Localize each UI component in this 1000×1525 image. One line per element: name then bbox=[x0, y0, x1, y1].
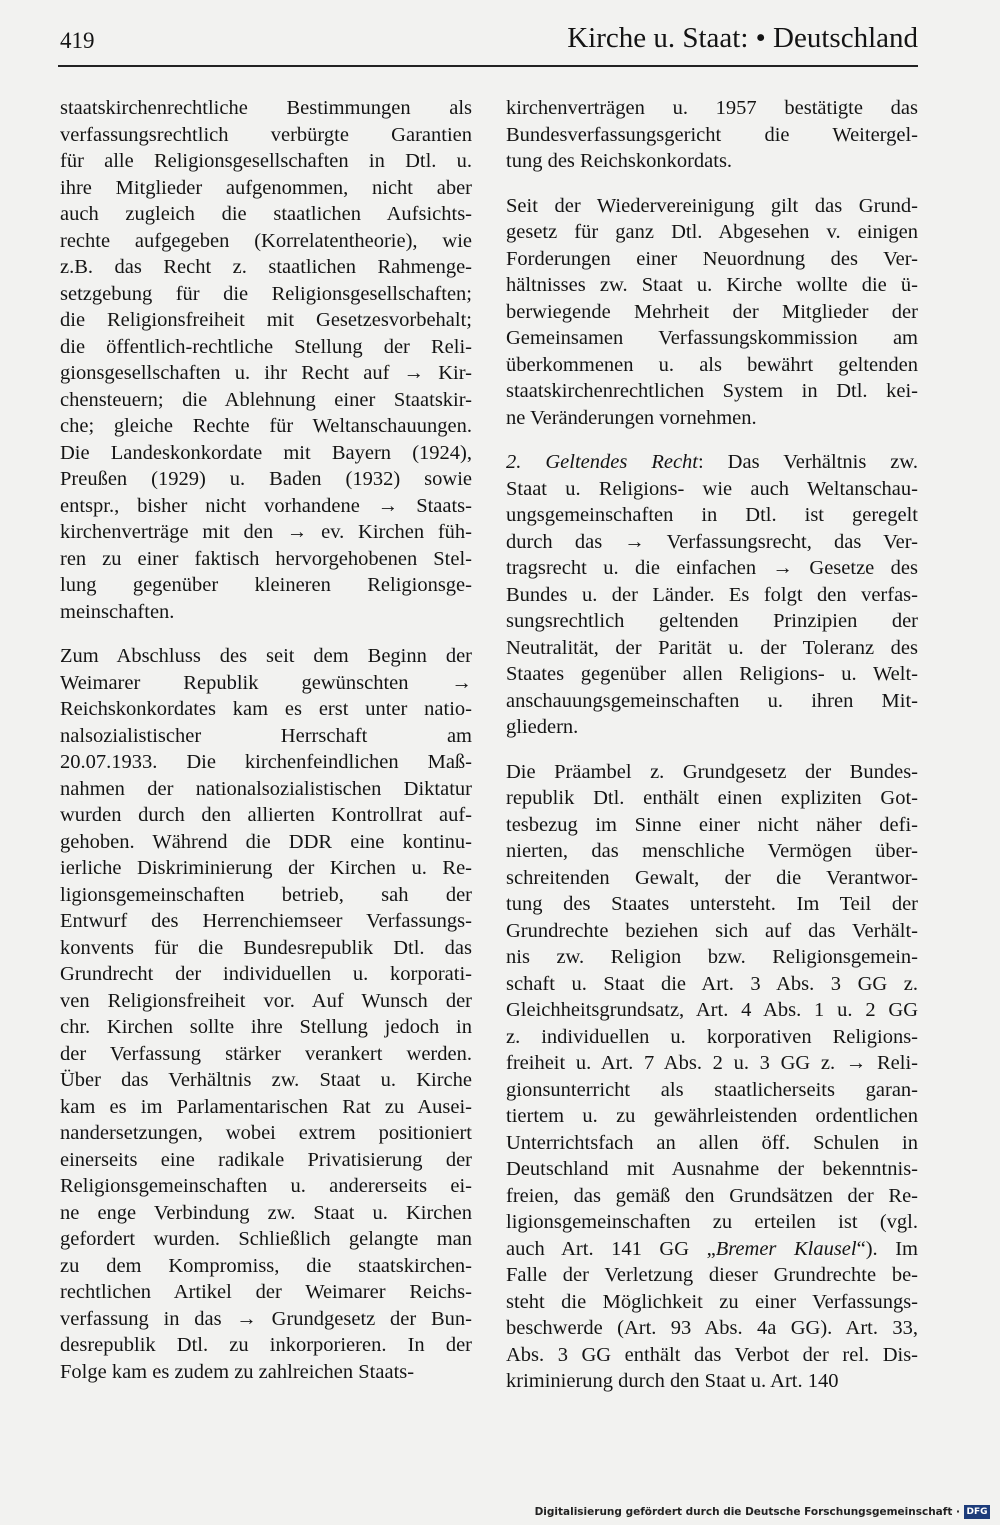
text-line: verfassung in das → Grundgesetz der Bun- bbox=[60, 1307, 472, 1330]
text-line: nahmen der nationalsozialistischen Diktatur bbox=[60, 777, 472, 800]
text-line: Die Landeskonkordate mit Bayern (1924), bbox=[60, 441, 472, 464]
text-line: wurden durch den allierten Kontrollrat auf- bbox=[60, 804, 472, 826]
text-line: ungsgemeinschaften in Dtl. ist geregelt bbox=[506, 504, 918, 526]
bremer-klausel: Bremer Klausel bbox=[715, 1237, 857, 1260]
text-line: rechtlichen Artikel der Weimarer Reichs- bbox=[60, 1281, 472, 1303]
text-line: staatskirchenrechtliche Bestimmungen als bbox=[60, 97, 472, 119]
line-group bbox=[506, 759, 918, 1236]
text-line: berwiegende Mehrheit der Mitglieder der bbox=[506, 300, 918, 323]
page-header bbox=[60, 22, 918, 64]
text-line: beschwerde (Art. 93 Abs. 4a GG). Art. 33, bbox=[506, 1317, 918, 1339]
text-line: tung des Reichskonkordats. bbox=[506, 150, 733, 172]
text-line: Bundesverfassungsgericht die Weitergel- bbox=[506, 123, 918, 146]
text-line: ligionsgemeinschaften zu erteilen ist (vgl. bbox=[506, 1211, 918, 1233]
header-rule bbox=[58, 65, 918, 67]
footer bbox=[535, 1503, 990, 1521]
text-line: ne Veränderungen vornehmen. bbox=[506, 406, 757, 429]
text-line: meinschaften. bbox=[60, 600, 175, 623]
text-line: ierliche Diskriminierung der Kirchen u. Re- bbox=[60, 857, 472, 879]
text-line: Seit der Wiedervereinigung gilt das Grund- bbox=[506, 194, 918, 217]
text-line: der Verfassung stärker verankert werden. bbox=[60, 1042, 472, 1065]
text-line: verfassungsrechtlich verbürgte Garantien bbox=[60, 123, 472, 146]
text-line: Gleichheitsgrundsatz, Art. 4 Abs. 1 u. 2 GG bbox=[506, 999, 918, 1021]
text-line: tiertem u. zu gewährleistenden ordentlichen bbox=[506, 1105, 918, 1127]
text-line: 20.07.1933. Die kirchenfeindlichen Maß- bbox=[60, 751, 472, 773]
text-line: sungsrechtlich geltenden Prinzipien der bbox=[506, 610, 918, 632]
text-line: gehoben. Während die DDR eine kontinu- bbox=[60, 830, 472, 853]
text-line: tung des Staates untersteht. Im Teil der bbox=[506, 893, 918, 915]
text-line: desrepublik Dtl. zu inkorporieren. In der bbox=[60, 1334, 472, 1356]
text-line: die Religionsfreiheit mit Gesetzesvorbehalt; bbox=[60, 309, 472, 331]
text-line: tesbezug im Sinne einer nicht näher defi- bbox=[506, 813, 918, 836]
text-run: “). Im bbox=[856, 1237, 918, 1260]
paragraph bbox=[506, 193, 918, 432]
line-group bbox=[506, 1262, 918, 1395]
text-run: auch Art. 141 GG „ bbox=[506, 1237, 716, 1260]
text-line: schaft u. Staat die Art. 3 Abs. 3 GG z. bbox=[506, 972, 918, 995]
dfg-logo: DFG bbox=[964, 1505, 990, 1519]
text-run: : Das Verhältnis zw. bbox=[698, 451, 918, 473]
text-line: Entwurf des Herrenchiemseer Verfassungs- bbox=[60, 910, 472, 932]
text-line: gliedern. bbox=[506, 716, 579, 738]
paragraph-praeambel bbox=[506, 759, 918, 1395]
text-line: gefordert wurden. Schließlich gelangte man bbox=[60, 1228, 472, 1250]
footer-credit: Digitalisierung gefördert durch die Deutsche Forschungsgemeinschaft · bbox=[534, 1506, 960, 1518]
text-line: Zum Abschluss des seit dem Beginn der bbox=[60, 645, 472, 667]
text-line: Über das Verhältnis zw. Staat u. Kirche bbox=[60, 1069, 472, 1091]
page-number: 419 bbox=[60, 28, 95, 53]
text-line: ihre Mitglieder aufgenommen, nicht aber bbox=[60, 176, 472, 199]
text-line: setzgebung für die Religionsgesellschaften; bbox=[60, 282, 472, 305]
text-line: kam es im Parlamentarischen Rat zu Ausei- bbox=[60, 1095, 472, 1118]
text-line: einerseits eine radikale Privatisierung der bbox=[60, 1148, 472, 1171]
text-line: Staat u. Religions- wie auch Weltanschau- bbox=[506, 477, 918, 500]
text-line: kirchenverträgen u. 1957 bestätigte das bbox=[506, 97, 918, 119]
text-line: durch das → Verfassungsrecht, das Ver- bbox=[506, 530, 918, 553]
text-line: ren zu einer faktisch hervorgehobenen Stel- bbox=[60, 547, 472, 570]
line-group bbox=[506, 476, 918, 741]
paragraph bbox=[60, 95, 472, 625]
text-line: Die Präambel z. Grundgesetz der Bundes- bbox=[506, 760, 918, 783]
paragraph bbox=[60, 643, 472, 1385]
text-line: nalsozialistischer Herrschaft am bbox=[60, 724, 472, 747]
text-line: Staates gegenüber allen Religions- u. Welt- bbox=[506, 663, 918, 685]
text-line: Forderungen einer Neuordnung des Ver- bbox=[506, 247, 918, 270]
text-line bbox=[506, 449, 918, 476]
text-line: z. individuellen u. korporativen Religions- bbox=[506, 1025, 918, 1048]
text-line: Deutschland mit Ausnahme der bekenntnis- bbox=[506, 1158, 918, 1180]
text-line: zu dem Kompromiss, die staatskirchen- bbox=[60, 1254, 472, 1277]
text-line: chr. Kirchen sollte ihre Stellung jedoch in bbox=[60, 1016, 472, 1038]
text-line: überkommenen u. als bewährt geltenden bbox=[506, 353, 918, 376]
text-line: ligionsgemeinschaften betrieb, sah der bbox=[60, 883, 472, 906]
left-column bbox=[60, 95, 472, 1403]
text-line: Gemeinsamen Verfassungskommission am bbox=[506, 327, 918, 349]
text-line: Preußen (1929) u. Baden (1932) sowie bbox=[60, 468, 472, 490]
text-line: nis zw. Religion bzw. Religionsgemein- bbox=[506, 946, 918, 968]
text-line: Reichskonkordates kam es erst unter natio- bbox=[60, 698, 472, 720]
text-line: hältnisses zw. Staat u. Kirche wollte die ü- bbox=[506, 274, 918, 296]
text-line: kriminierung durch den Staat u. Art. 140 bbox=[506, 1370, 839, 1392]
text-line: gionsunterricht als staatlicherseits garan- bbox=[506, 1078, 918, 1101]
text-line: nandersetzungen, wobei extrem positioniert bbox=[60, 1122, 472, 1144]
text-line: steht die Möglichkeit zu einer Verfassungs- bbox=[506, 1290, 918, 1313]
text-line: rechte aufgegeben (Korrelatentheorie), wie bbox=[60, 229, 472, 252]
text-line: freien, das gemäß den Grundsätzen der Re- bbox=[506, 1184, 918, 1207]
text-line: chensteuern; die Ablehnung einer Staatskir- bbox=[60, 388, 472, 411]
text-line: für alle Religionsgesellschaften in Dtl. u. bbox=[60, 150, 472, 172]
text-line: ne enge Verbindung zw. Staat u. Kirchen bbox=[60, 1201, 472, 1224]
text-line: Folge kam es zudem zu zahlreichen Staats- bbox=[60, 1360, 415, 1383]
text-line: Weimarer Republik gewünschten → bbox=[60, 671, 472, 694]
text-line: gionsgesellschaften u. ihr Recht auf → Kir- bbox=[60, 362, 472, 384]
section-heading: 2. Geltendes Recht bbox=[506, 451, 698, 473]
text-line: die öffentlich-rechtliche Stellung der Reli- bbox=[60, 335, 472, 358]
text-line: Falle der Verletzung dieser Grundrechte be- bbox=[506, 1264, 918, 1286]
text-line: che; gleiche Rechte für Weltanschauungen. bbox=[60, 415, 472, 437]
text-line: Grundrechte beziehen sich auf das Verhält- bbox=[506, 919, 918, 942]
text-line: nierten, das menschliche Vermögen über- bbox=[506, 840, 918, 862]
right-column bbox=[506, 95, 918, 1413]
text-line: Unterrichtsfach an allen öff. Schulen in bbox=[506, 1131, 918, 1154]
text-line: Abs. 3 GG enthält das Verbot der rel. Dis- bbox=[506, 1343, 918, 1366]
paragraph bbox=[506, 95, 918, 175]
text-line: auch zugleich die staatlichen Aufsichts- bbox=[60, 203, 472, 225]
text-line: anschauungsgemeinschaften u. ihren Mit- bbox=[506, 689, 918, 712]
text-line: konvents für die Bundesrepublik Dtl. das bbox=[60, 936, 472, 959]
text-line: lung gegenüber kleineren Religionsge- bbox=[60, 574, 472, 596]
text-line: kirchenverträge mit den → ev. Kirchen füh- bbox=[60, 521, 472, 543]
paragraph-geltendes-recht bbox=[506, 449, 918, 741]
text-line: Bundes u. der Länder. Es folgt den verfas- bbox=[506, 583, 918, 606]
text-line: Religionsgemeinschaften u. andererseits ei- bbox=[60, 1175, 472, 1197]
text-line bbox=[506, 1236, 918, 1263]
text-line: republik Dtl. enthält einen expliziten Got- bbox=[506, 787, 918, 809]
text-line: entspr., bisher nicht vorhandene → Staats- bbox=[60, 494, 472, 517]
text-line: ven Religionsfreiheit vor. Auf Wunsch der bbox=[60, 989, 472, 1012]
text-line: tragsrecht u. die einfachen → Gesetze des bbox=[506, 557, 918, 579]
text-line: z.B. das Recht z. staatlichen Rahmenge- bbox=[60, 256, 472, 278]
running-title: Kirche u. Staat: • Deutschland bbox=[567, 22, 918, 54]
text-line: freiheit u. Art. 7 Abs. 2 u. 3 GG z. → Reli- bbox=[506, 1052, 918, 1074]
text-line: Grundrecht der individuellen u. korporati- bbox=[60, 963, 472, 985]
text-line: staatskirchenrechtlichen System in Dtl. kei- bbox=[506, 380, 918, 402]
text-line: schreitenden Gewalt, der die Verantwor- bbox=[506, 866, 918, 889]
text-line: Neutralität, der Parität u. der Toleranz des bbox=[506, 636, 918, 659]
text-line: gesetz für ganz Dtl. Abgesehen v. einigen bbox=[506, 221, 918, 243]
